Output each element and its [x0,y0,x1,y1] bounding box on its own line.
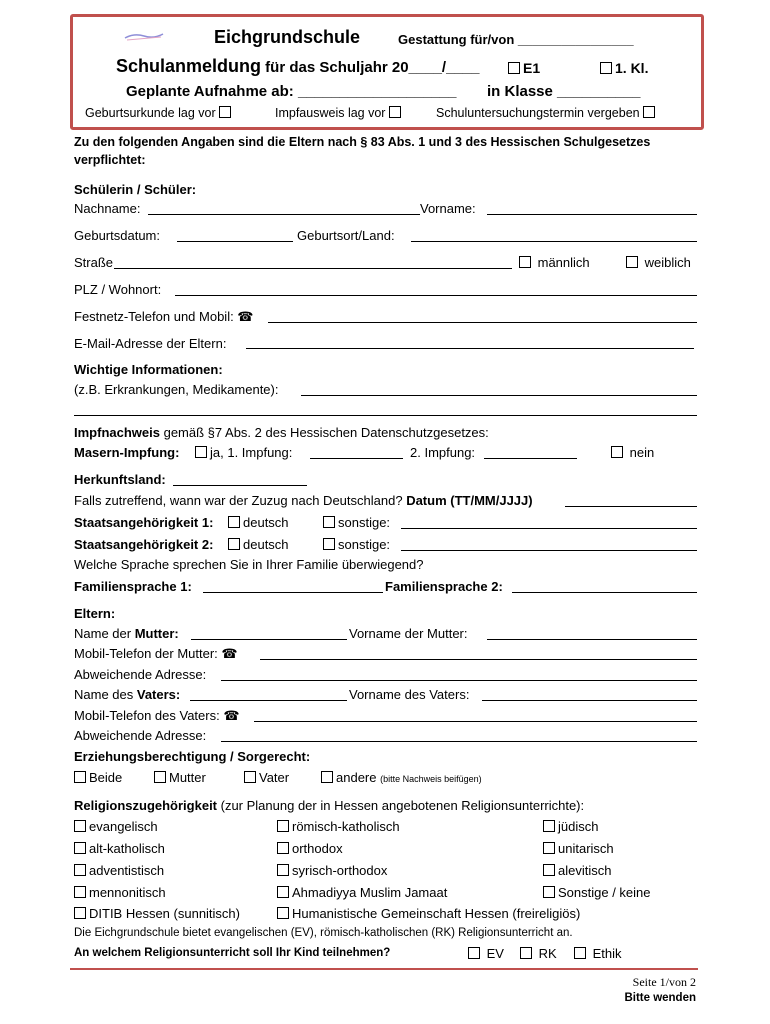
staat1-input-line[interactable] [401,528,697,529]
staat1-label: Staatsangehörigkeit 1: [74,515,214,530]
fam1-input-line[interactable] [203,592,383,593]
mobil-vaters-input-line[interactable] [254,721,697,722]
staat2-deutsch-checkbox[interactable] [228,538,240,550]
staat1-deutsch-option[interactable] [228,515,289,530]
masern-label: Masern-Impfung: [74,445,180,460]
abw1-label: Abweichende Adresse: [74,667,207,682]
andere-label: andere [336,770,377,785]
religion-option[interactable] [74,819,158,834]
plz-label: PLZ / Wohnort: [74,282,162,297]
mutter-option-label: Mutter [169,770,206,785]
geburtsurkunde-checkbox[interactable] [219,106,231,118]
impfausweis-checkbox[interactable] [389,106,401,118]
staat2-deutsch-label: deutsch [243,537,289,552]
plz-input-line[interactable] [175,295,697,296]
beide-checkbox[interactable] [74,771,86,783]
vorname-mutter-label: Vorname der Mutter: [349,626,468,641]
kl1-checkbox[interactable] [600,62,612,74]
religion-option[interactable] [543,863,611,878]
ev-label: EV [486,946,504,961]
info-input-line-2[interactable] [74,415,697,416]
info-hint: (z.B. Erkrankungen, Medikamente): [74,382,279,397]
religion-checkbox[interactable] [277,907,289,919]
ev-checkbox[interactable] [468,947,480,959]
weiblich-checkbox[interactable] [626,256,638,268]
staat2-label: Staatsangehörigkeit 2: [74,537,214,552]
gestattung-field[interactable]: Gestattung für/von ________________ [398,32,634,47]
andere-option[interactable] [321,770,482,785]
religion-heading-rest: (zur Planung der in Hessen angebotenen Religionsunterrichte): [217,798,585,813]
e1-option[interactable] [508,60,540,76]
beide-label: Beide [89,770,123,785]
maennlich-label: männlich [537,255,590,270]
zuzug-question: Falls zutreffend, wann war der Zuzug nach Deutschland? [74,493,403,508]
school-logo [124,28,164,38]
religion-checkbox[interactable] [277,820,289,832]
religion-checkbox[interactable] [74,864,86,876]
fam2-label: Familiensprache 2: [385,579,503,594]
intro-line-1: Zu den folgenden Angaben sind die Eltern nach § 83 Abs. 1 und 3 des Hessischen Schulgesetzes [74,135,651,149]
school-name: Eichgrundschule [214,27,361,47]
ev-option[interactable] [468,946,504,961]
nachname-input-line[interactable] [148,214,420,215]
staat1-sonstige-label: sonstige: [338,515,391,530]
religion-checkbox[interactable] [277,842,289,854]
vater-bold: Vaters: [136,687,181,702]
vater-checkbox[interactable] [244,771,256,783]
nachname-label: Nachname: [74,201,141,216]
religion-option[interactable] [277,819,400,834]
strasse-input-line[interactable] [114,268,512,269]
maennlich-checkbox[interactable] [519,256,531,268]
nein-option[interactable] [611,445,654,460]
bitte-wenden: Bitte wenden [624,992,696,1004]
sprache-frage: Welche Sprache sprechen Sie in Ihrer Familie überwiegend? [74,557,424,572]
vater-name-label [74,687,180,702]
mobil-mutter-input-line[interactable] [260,659,697,660]
mobil-mutter-label: Mobil-Telefon der Mutter: ☎ [74,646,238,661]
religion-checkbox[interactable] [543,886,555,898]
religion-label: alt-katholisch [89,841,165,856]
staat2-sonstige-checkbox[interactable] [323,538,335,550]
andere-checkbox[interactable] [321,771,333,783]
vorname-vaters-label: Vorname des Vaters: [349,687,470,702]
e1-checkbox[interactable] [508,62,520,74]
nein-label: nein [629,445,655,460]
religion-checkbox[interactable] [74,842,86,854]
impf-heading [74,425,489,440]
beide-option[interactable] [74,770,122,785]
title-bold: Schulanmeldung [116,56,262,76]
schueler-heading: Schülerin / Schüler: [74,182,197,197]
fam1-label: Familiensprache 1: [74,579,192,594]
religion-option[interactable] [277,885,447,900]
religion-label: Sonstige / keine [558,885,651,900]
geburtsort-input-line[interactable] [411,241,697,242]
form-title [116,56,479,77]
staat2-sonstige-label: sonstige: [338,537,391,552]
religion-label: Humanistische Gemeinschaft Hessen (freireligiös) [292,906,581,921]
vater-option-label: Vater [259,770,290,785]
weiblich-option[interactable] [626,255,691,270]
rk-checkbox[interactable] [520,947,532,959]
telefon-label: Festnetz-Telefon und Mobil: ☎ [74,309,254,324]
religion-heading-bold: Religionszugehörigkeit [74,798,218,813]
geburtsort-label: Geburtsort/Land: [297,228,395,243]
religion-checkbox[interactable] [277,864,289,876]
email-label: E-Mail-Adresse der Eltern: [74,336,227,351]
sorgerecht-label: Erziehungsberechtigung / Sorgerecht: [74,749,311,764]
vater-name-input-line[interactable] [190,700,347,701]
info-input-line-1[interactable] [301,395,697,396]
ja-option[interactable] [195,445,292,460]
religion-checkbox[interactable] [543,864,555,876]
geburtsdatum-input-line[interactable] [177,241,293,242]
religion-checkbox[interactable] [543,842,555,854]
zuzug-label [74,493,533,508]
impf-label-rest: gemäß §7 Abs. 2 des Hessischen Datenschutzgesetzes: [163,425,489,440]
page-number: Seite 1/von 2 [632,975,696,989]
mutter-name-label [74,626,179,641]
religion-label: mennonitisch [89,885,166,900]
religion-option[interactable] [277,863,387,878]
mutter-checkbox[interactable] [154,771,166,783]
ethik-option[interactable] [574,946,622,961]
vater-option[interactable] [244,770,289,785]
e1-label: E1 [523,60,541,76]
religion-option[interactable] [543,841,614,856]
impfausweis-label: Impfausweis lag vor [275,106,386,120]
staat2-input-line[interactable] [401,550,697,551]
weiblich-label: weiblich [644,255,691,270]
vorname-vaters-input-line[interactable] [482,700,697,701]
impfung2-input-line[interactable] [484,458,577,459]
herkunft-input-line[interactable] [173,485,307,486]
ethik-label: Ethik [592,946,622,961]
schuluntersuchung-checkbox[interactable] [643,106,655,118]
aufnahme-field[interactable]: Geplante Aufnahme ab: ___________________ [126,83,457,100]
religion-label: alevitisch [558,863,612,878]
religion-option[interactable] [277,906,580,921]
abw2-input-line[interactable] [221,741,697,742]
staat2-deutsch-option[interactable] [228,537,289,552]
religion-label: römisch-katholisch [292,819,400,834]
mutter-option[interactable] [154,770,206,785]
klasse-field[interactable]: in Klasse __________ [487,83,641,100]
religion-option[interactable] [543,885,651,900]
rk-option[interactable] [520,946,557,961]
info-heading: Wichtige Informationen: [74,362,223,377]
staat2-sonstige-option[interactable] [323,537,390,552]
religion-checkbox[interactable] [277,886,289,898]
religion-heading [74,798,584,813]
ja-label: ja, 1. Impfung: [210,445,293,460]
footer-divider [70,968,698,970]
religion-checkbox[interactable] [74,907,86,919]
abw1-input-line[interactable] [221,680,697,681]
impfausweis-option[interactable] [275,106,404,120]
vorname-input-line[interactable] [487,214,697,215]
religion-label: adventistisch [89,863,165,878]
religion-option[interactable] [74,885,166,900]
vorname-label: Vorname: [420,201,476,216]
vater-name-pre: Name des [74,687,137,702]
impf-label-bold: Impfnachweis [74,425,160,440]
zuzug-input-line[interactable] [565,506,697,507]
abw2-label: Abweichende Adresse: [74,728,207,743]
geburtsdatum-label: Geburtsdatum: [74,228,160,243]
ethik-checkbox[interactable] [574,947,586,959]
email-input-line[interactable] [246,348,694,349]
staat1-sonstige-option[interactable] [323,515,390,530]
impfung1-input-line[interactable] [310,458,403,459]
schuluntersuchung-option[interactable] [436,106,658,120]
zuzug-datum-label: Datum (TT/MM/JJJJ) [406,493,533,508]
kl1-label: 1. Kl. [615,60,649,76]
religion-checkbox[interactable] [74,886,86,898]
rk-label: RK [538,946,557,961]
religion-checkbox[interactable] [543,820,555,832]
religion-option[interactable] [543,819,598,834]
religion-label: unitarisch [558,841,614,856]
religion-checkbox[interactable] [74,820,86,832]
staat1-sonstige-checkbox[interactable] [323,516,335,528]
religion-label: orthodox [292,841,343,856]
nachweis-hint: (bitte Nachweis beifügen) [380,774,482,784]
ja-checkbox[interactable] [195,446,207,458]
religion-hinweis: Die Eichgrundschule bietet evangelischen (EV), römisch-katholischen (RK) Religionsunterricht an. [74,927,573,939]
religion-label: DITIB Hessen (sunnitisch) [89,906,240,921]
religion-frage: An welchem Religionsunterricht soll Ihr Kind teilnehmen? [74,947,391,959]
religion-label: jüdisch [558,819,599,834]
telefon-input-line[interactable] [268,322,697,323]
staat1-deutsch-label: deutsch [243,515,289,530]
geburtsurkunde-label: Geburtsurkunde lag vor [85,106,216,120]
geburtsurkunde-option[interactable] [85,106,234,120]
mutter-bold: Mutter: [134,626,179,641]
herkunft-label: Herkunftsland: [74,472,166,487]
religion-option[interactable] [277,841,343,856]
religion-label: syrisch-orthodox [292,863,388,878]
religion-option[interactable] [74,841,165,856]
religion-label: evangelisch [89,819,158,834]
religion-option[interactable] [74,863,164,878]
strasse-label: Straße [74,255,114,270]
nein-checkbox[interactable] [611,446,623,458]
intro-line-2: verpflichtet: [74,153,146,167]
staat1-deutsch-checkbox[interactable] [228,516,240,528]
fam2-input-line[interactable] [512,592,697,593]
schuljahr-field[interactable]: für das Schuljahr 20____/____ [261,59,480,76]
vorname-mutter-input-line[interactable] [487,639,697,640]
religion-label: Ahmadiyya Muslim Jamaat [292,885,448,900]
mutter-name-input-line[interactable] [191,639,347,640]
schuluntersuchung-label: Schuluntersuchungstermin vergeben [436,106,640,120]
maennlich-option[interactable] [519,255,590,270]
kl1-option[interactable] [600,60,648,76]
mutter-name-pre: Name der [74,626,135,641]
mobil-vaters-label: Mobil-Telefon des Vaters: ☎ [74,708,240,723]
eltern-heading: Eltern: [74,606,116,621]
religion-option[interactable] [74,906,240,921]
zweite-label: 2. Impfung: [410,445,476,460]
